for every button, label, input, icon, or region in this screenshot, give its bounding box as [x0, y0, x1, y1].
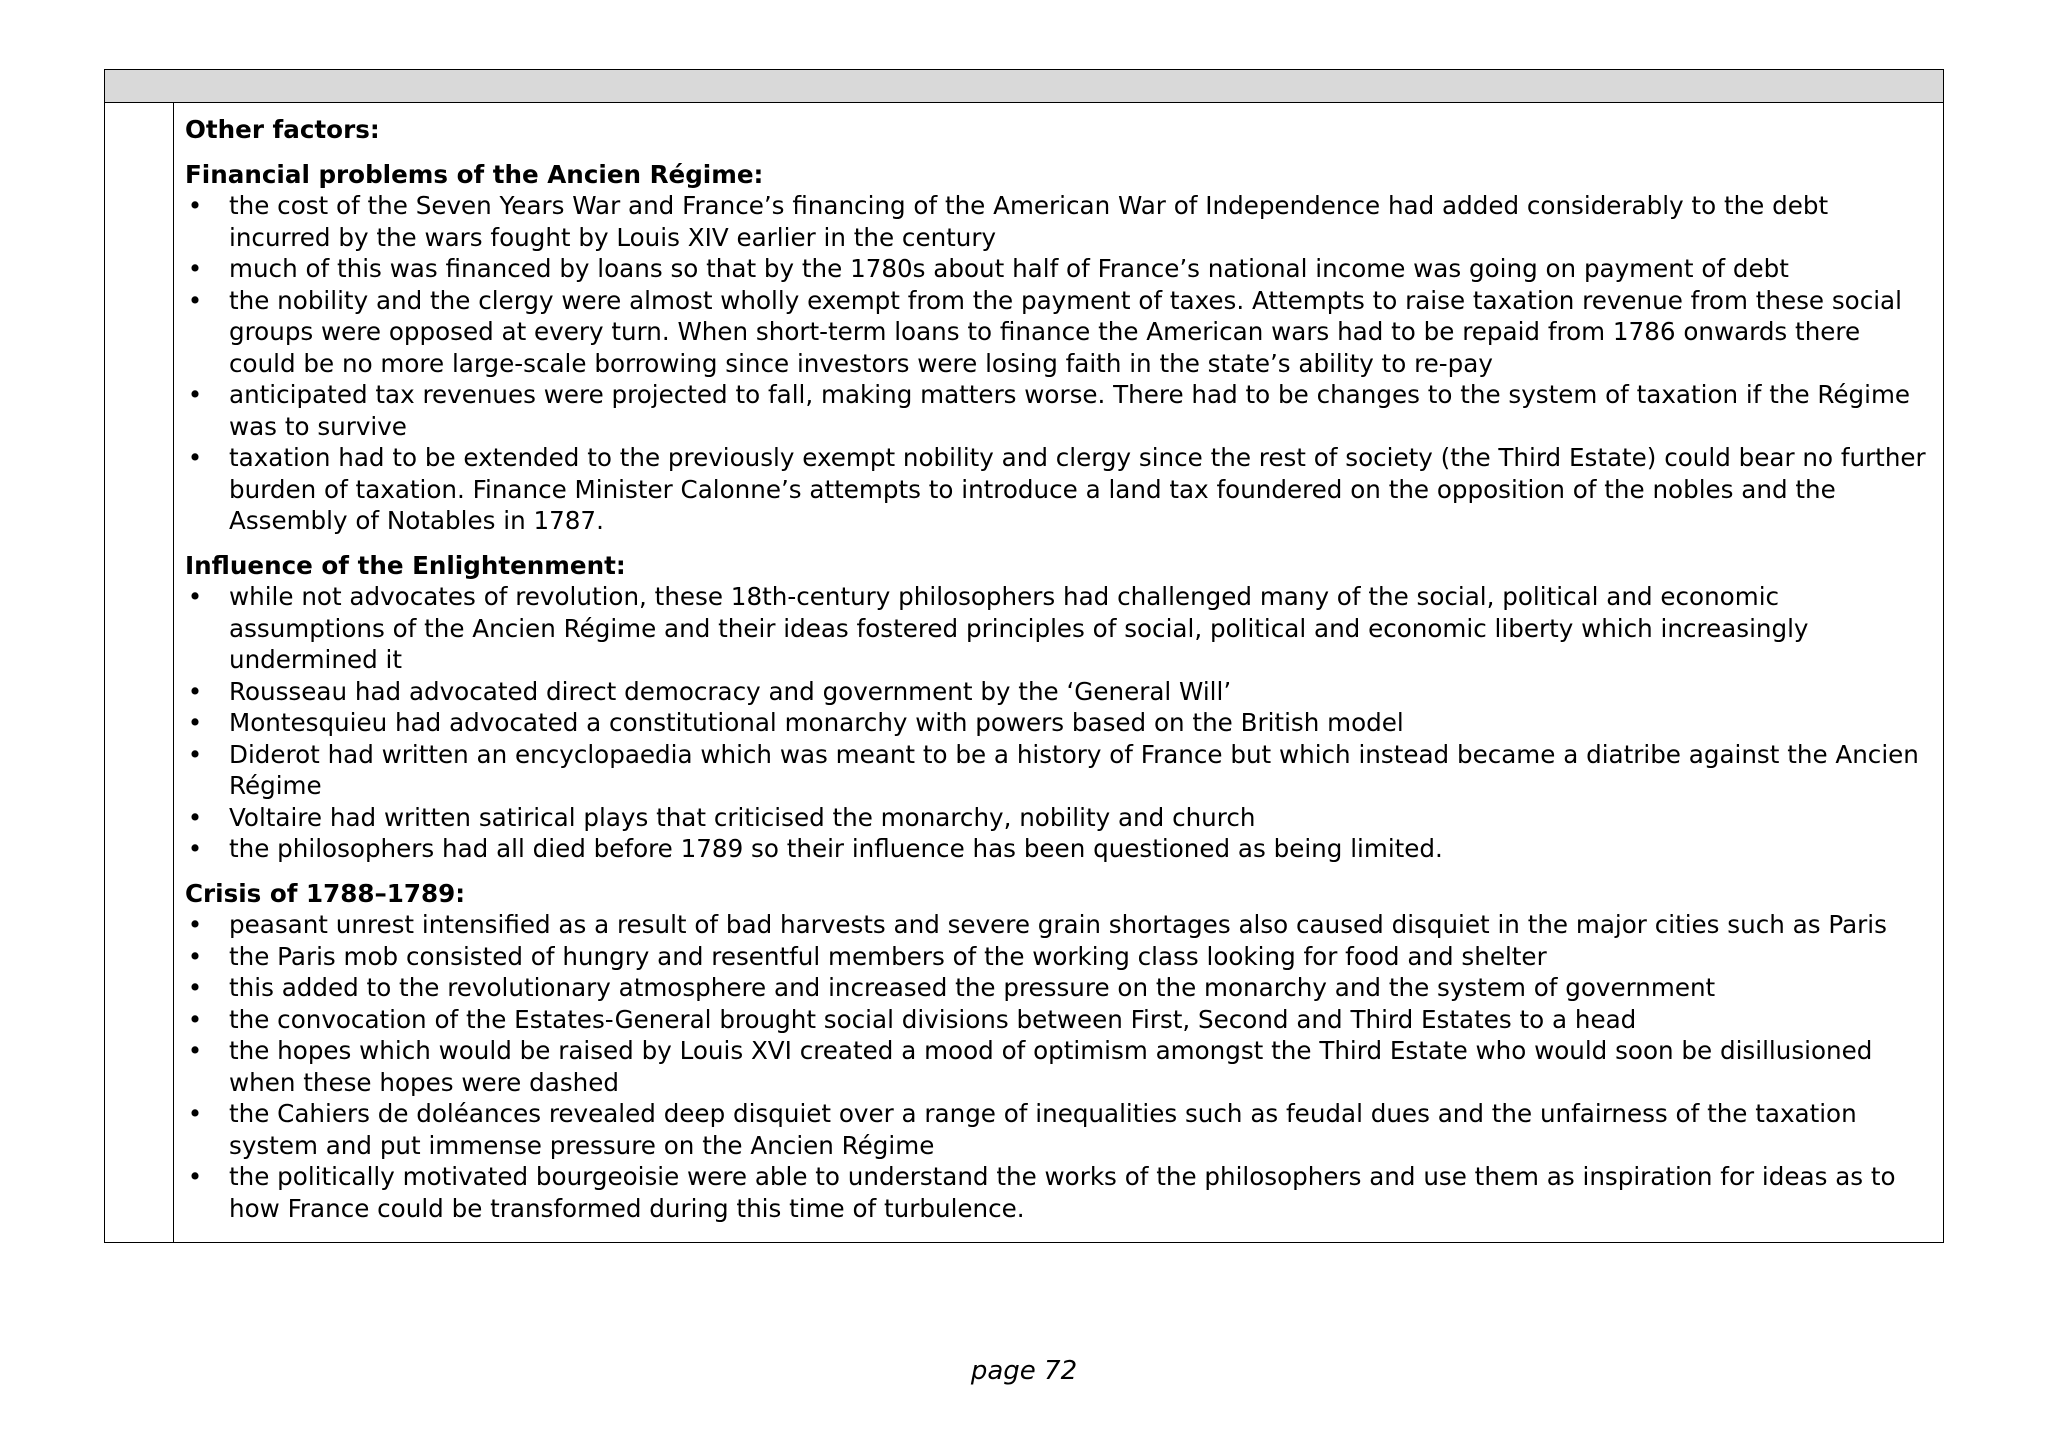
bullet-icon: • — [187, 443, 203, 472]
bullet-icon: • — [187, 1004, 203, 1034]
bullet-item — [185, 581, 1931, 676]
bullet-list — [185, 909, 1931, 1224]
bullet-icon: • — [187, 676, 203, 706]
bullet-text: the philosophers had all died before 1789 so their influence has been questioned as being limited. — [229, 834, 1443, 863]
section-heading: Influence of the Enlightenment: — [185, 550, 626, 580]
bullet-text: while not advocates of revolution, these 18th-century philosophers had challenged many of the social, political and economic assumptions of the Ancien Régime and their ideas fostered principles of social, political and economic liberty which increasingly undermined it — [229, 582, 1809, 674]
bullet-icon: • — [187, 941, 203, 971]
bullet-icon: • — [187, 973, 203, 1002]
bullet-text: Montesquieu had advocated a constitutional monarchy with powers based on the British model — [229, 708, 1404, 737]
content-table — [104, 69, 1944, 1243]
bullet-icon: • — [187, 1099, 203, 1128]
bullet-text: much of this was financed by loans so that by the 1780s about half of France’s national income was going on payment of debt — [229, 254, 1789, 283]
intro-heading: Other factors: — [185, 115, 380, 144]
bullet-icon: • — [187, 285, 203, 315]
bullet-item — [185, 707, 1931, 739]
bullet-text: Voltaire had written satirical plays that criticised the monarchy, nobility and church — [229, 802, 1256, 832]
bullet-item — [185, 802, 1931, 834]
bullet-icon: • — [187, 708, 203, 737]
bullet-text: this added to the revolutionary atmosphere and increased the pressure on the monarchy and the system of government — [229, 973, 1716, 1002]
bullet-item — [185, 1161, 1931, 1224]
bullet-icon: • — [187, 191, 203, 220]
bullet-item — [185, 253, 1931, 285]
bullet-text: anticipated tax revenues were projected to fall, making matters worse. There had to be changes to the system of taxation if the Régime was to survive — [229, 380, 1911, 441]
bullet-item — [185, 833, 1931, 865]
section — [185, 550, 1931, 865]
table-content-cell — [185, 114, 1931, 1237]
bullet-text: Rousseau had advocated direct democracy and government by the ‘General Will’ — [229, 676, 1232, 706]
bullet-text: peasant unrest intensified as a result of bad harvests and severe grain shortages also caused disquiet in the major cities such as Paris — [229, 910, 1887, 939]
section-heading: Financial problems of the Ancien Régime: — [185, 159, 764, 189]
table-left-column — [105, 102, 174, 1242]
bullet-item — [185, 1035, 1931, 1098]
bullet-item — [185, 1098, 1931, 1161]
bullet-item — [185, 379, 1931, 442]
bullet-item — [185, 285, 1931, 380]
bullet-item — [185, 739, 1931, 802]
bullet-text: Diderot had written an encyclopaedia which was meant to be a history of France but which instead became a diatribe against the Ancien Régime — [229, 739, 1919, 800]
bullet-icon: • — [187, 834, 203, 863]
bullet-item — [185, 190, 1931, 253]
page-number: page 72 — [970, 1356, 1078, 1386]
bullet-icon: • — [187, 1162, 203, 1191]
bullet-text: the Paris mob consisted of hungry and resentful members of the working class looking for food and shelter — [229, 941, 1547, 971]
bullet-text: the cost of the Seven Years War and France’s financing of the American War of Independence had added considerably to the debt incurred by the wars fought by Louis XIV earlier in the century — [229, 191, 1829, 252]
bullet-icon: • — [187, 1036, 203, 1065]
bullet-item — [185, 442, 1931, 537]
bullet-text: the convocation of the Estates-General brought social divisions between First, Second and Third Estates to a head — [229, 1004, 1637, 1034]
section — [185, 159, 1931, 537]
bullet-list — [185, 190, 1931, 537]
bullet-item — [185, 909, 1931, 941]
section — [185, 878, 1931, 1225]
bullet-list — [185, 581, 1931, 865]
bullet-icon: • — [187, 802, 203, 832]
bullet-item — [185, 676, 1931, 708]
sections-container — [185, 159, 1931, 1225]
bullet-icon: • — [187, 910, 203, 939]
bullet-icon: • — [187, 739, 203, 769]
bullet-text: the Cahiers de doléances revealed deep disquiet over a range of inequalities such as feudal dues and the unfairness of the taxation system and put immense pressure on the Ancien Régime — [229, 1099, 1857, 1160]
bullet-text: the hopes which would be raised by Louis XVI created a mood of optimism amongst the Third Estate who would soon be disillusioned when these hopes were dashed — [229, 1036, 1873, 1097]
section-heading: Crisis of 1788–1789: — [185, 878, 466, 908]
bullet-text: the politically motivated bourgeoisie were able to understand the works of the philosophers and use them as inspiration for ideas as to how France could be transformed during this time of turbulence. — [229, 1162, 1896, 1223]
bullet-item — [185, 941, 1931, 973]
bullet-icon: • — [187, 254, 203, 283]
bullet-item — [185, 1004, 1931, 1036]
bullet-icon: • — [187, 582, 203, 611]
table-header-row — [105, 70, 1943, 103]
bullet-item — [185, 972, 1931, 1004]
bullet-text: the nobility and the clergy were almost wholly exempt from the payment of taxes. Attempts to raise taxation revenue from these social groups were opposed at every turn. When short-term loans to finance the American wars had to be repaid from 1786 onwards there could be no more large-scale borrowing since investors were losing faith in the state’s ability to re-pay — [229, 285, 1902, 378]
bullet-icon: • — [187, 380, 203, 409]
bullet-text: taxation had to be extended to the previously exempt nobility and clergy since the rest of society (the Third Estate) could bear no further burden of taxation. Finance Minister Calonne’s attempts to introduce a land tax foundered on the opposition of the nobles and the Assembly of Notables in 1787. — [229, 443, 1926, 535]
